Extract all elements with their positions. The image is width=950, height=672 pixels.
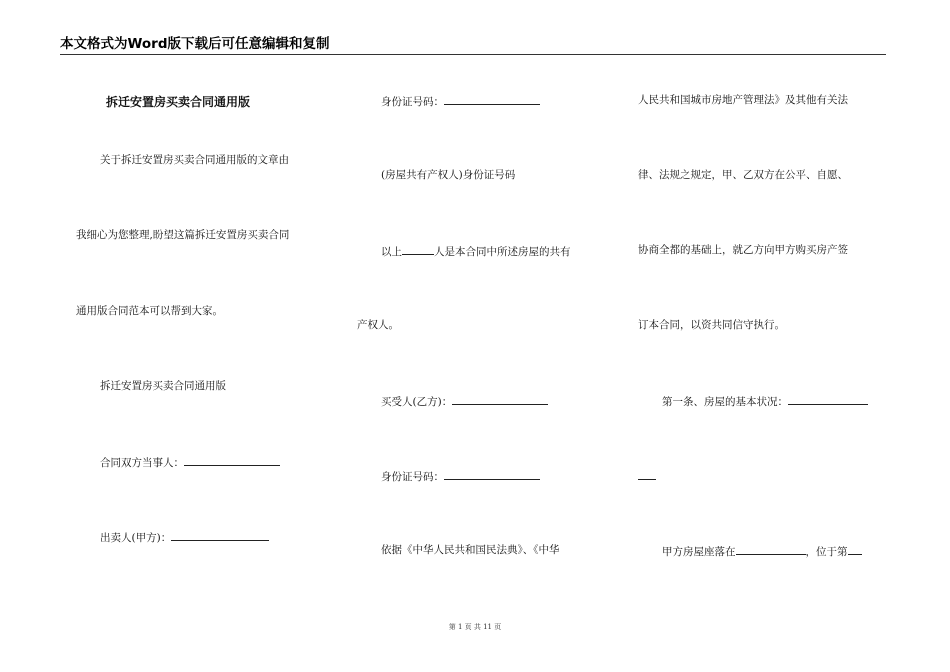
label: ，位于第 — [805, 546, 848, 558]
blank-field — [848, 543, 862, 555]
label: 身份证号码： — [381, 471, 444, 483]
text-line — [638, 468, 656, 484]
label: 甲方房屋座落在 — [662, 546, 736, 558]
document-title: 拆迁安置房买卖合同通用版 — [106, 95, 251, 109]
column-1 — [76, 60, 336, 620]
label: 第一条、房屋的基本状况： — [662, 396, 788, 408]
text-line: 人民共和国城市房地产管理法》及其他有关法 — [638, 94, 848, 106]
page-header — [60, 36, 886, 55]
text-line: 产权人。 — [357, 319, 399, 331]
blank-field — [184, 454, 280, 466]
text-line: 拆迁安置房买卖合同通用版 — [100, 380, 226, 392]
text-line: 我细心为您整理,盼望这篇拆迁安置房买卖合同 — [76, 229, 290, 241]
text-line: 协商全都的基础上，就乙方向甲方购买房产签 — [638, 244, 848, 256]
text-line: 律、法规之规定，甲、乙双方在公平、自愿、 — [638, 169, 848, 181]
blank-field — [444, 93, 540, 105]
text-line: 关于拆迁安置房买卖合同通用版的文章由 — [100, 154, 289, 166]
blank-field — [638, 468, 656, 480]
text-line: 通用版合同范本可以帮到大家。 — [76, 305, 223, 317]
page-footer: 第 1 页 共 11 页 — [448, 623, 502, 631]
text-line — [381, 93, 540, 109]
blank-field — [444, 468, 540, 480]
column-2 — [357, 60, 617, 620]
blank-field — [402, 243, 434, 255]
blank-field — [171, 529, 269, 541]
text-line — [381, 468, 540, 484]
text-line — [100, 454, 280, 470]
blank-field — [452, 393, 548, 405]
text-line — [381, 393, 548, 409]
header-text: 本文格式为Word版下载后可任意编辑和复制 — [60, 36, 330, 52]
label: 出卖人(甲方)： — [100, 532, 172, 544]
label: 以上 — [381, 246, 402, 258]
label: 人是本合同中所述房屋的共有 — [434, 246, 571, 258]
blank-field — [736, 543, 806, 555]
text-line — [381, 243, 571, 259]
label: 身份证号码： — [381, 96, 444, 108]
text-line: 订本合同，以资共同信守执行。 — [638, 319, 785, 331]
text-line — [662, 393, 868, 409]
column-3 — [638, 60, 888, 620]
label: 买受人(乙方)： — [381, 396, 453, 408]
text-line: 依据《中华人民共和国民法典》、《中华 — [381, 544, 560, 556]
text-line — [662, 543, 862, 559]
text-line: (房屋共有产权人)身份证号码 — [381, 169, 516, 181]
label: 合同双方当事人： — [100, 457, 184, 469]
blank-field — [788, 393, 868, 405]
text-line — [100, 529, 269, 545]
